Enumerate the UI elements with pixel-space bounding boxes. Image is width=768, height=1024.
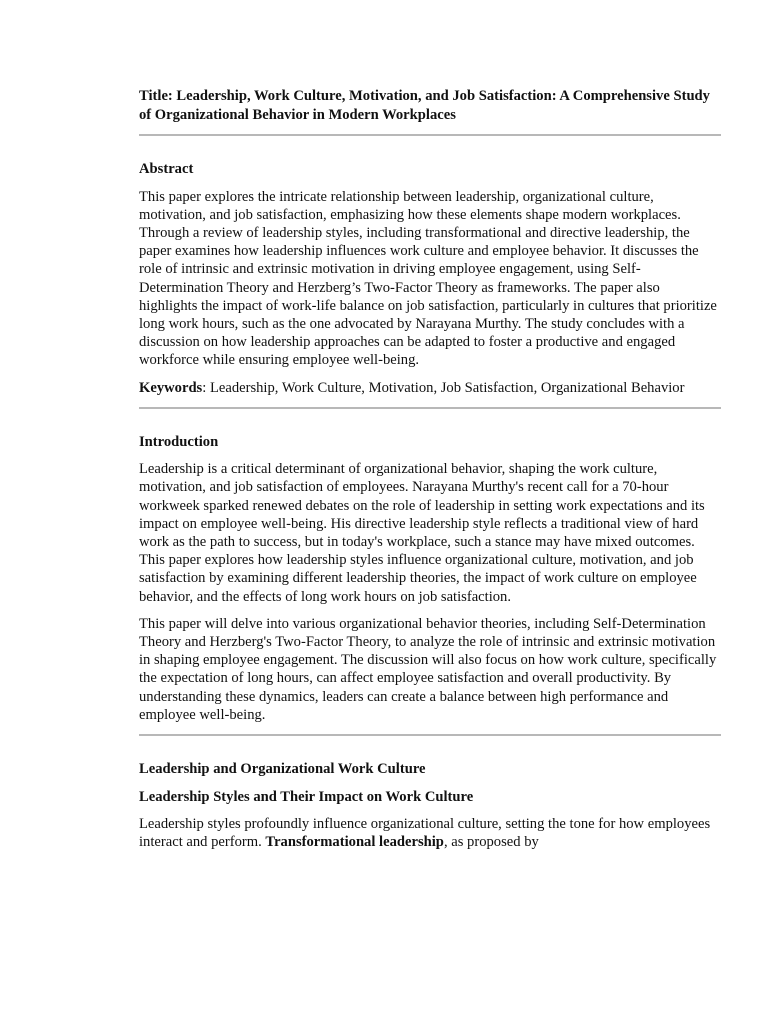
keywords-label: Keywords	[139, 379, 203, 396]
abstract-heading: Abstract	[139, 161, 194, 177]
section-divider	[139, 134, 721, 136]
section-divider	[139, 734, 721, 736]
section-divider	[139, 407, 721, 409]
introduction-paragraph: This paper will delve into various organizational behavior theories, including Self-Determination Theory and Herzberg's Two-Factor Theory, to analyze the role of intrinsic and extrinsic motivation in shaping employee engagement. The discussion will also focus on how work culture, specifically the expectation of long hours, can affect employee satisfaction and overall productivity. By understanding these dynamics, leaders can create a balance between high performance and employee well-being.	[139, 615, 717, 723]
section-paragraph-text: Leadership styles profoundly influence organizational culture, setting the tone for how employees interact and perform.	[139, 816, 711, 851]
section-heading: Leadership and Organizational Work Culture	[139, 761, 426, 778]
section-paragraph	[139, 815, 721, 851]
document-title: Title: Leadership, Work Culture, Motivation, and Job Satisfaction: A Comprehensive Study of Organizational Behavior in Modern Workplaces	[139, 88, 710, 123]
bold-term: Transformational leadership	[265, 834, 444, 851]
keywords-list: : Leadership, Work Culture, Motivation, Job Satisfaction, Organizational Behavior	[202, 379, 685, 396]
document-page	[139, 86, 721, 851]
abstract-paragraph: This paper explores the intricate relationship between leadership, organizational culture, motivation, and job satisfaction, emphasizing how these elements shape modern workplaces. Through a review of leadership styles, including transformational and directive leadership, the paper examines how leadership influences work culture and employee behavior. It discusses the role of intrinsic and extrinsic motivation in driving employee engagement, using Self-Determination Theory and Herzberg’s Two-Factor Theory as frameworks. The paper also highlights the impact of work-life balance on job satisfaction, particularly in cultures that prioritize long work hours, such as the one advocated by Narayana Murthy. The study concludes with a discussion on how leadership approaches can be adapted to foster a productive and engaged workforce while ensuring employee well-being.	[139, 188, 717, 369]
keywords-paragraph	[139, 379, 721, 397]
introduction-paragraph: Leadership is a critical determinant of organizational behavior, shaping the work culture, motivation, and job satisfaction of employees. Narayana Murthy's recent call for a 70-hour workweek sparked renewed debates on the role of leadership in setting work expectations and its impact on employee well-being. His directive leadership style reflects a traditional view of hard work as the path to success, but in today's workplace, such a stance may have mixed outcomes. This paper explores how leadership styles influence organizational culture, motivation, and job satisfaction by examining different leadership theories, the impact of work culture on employee behavior, and the effects of long work hours on job satisfaction.	[139, 461, 705, 605]
introduction-heading: Introduction	[139, 433, 219, 450]
subsection-heading: Leadership Styles and Their Impact on Work Culture	[139, 788, 474, 805]
section-paragraph-text: , as proposed by	[443, 834, 539, 851]
